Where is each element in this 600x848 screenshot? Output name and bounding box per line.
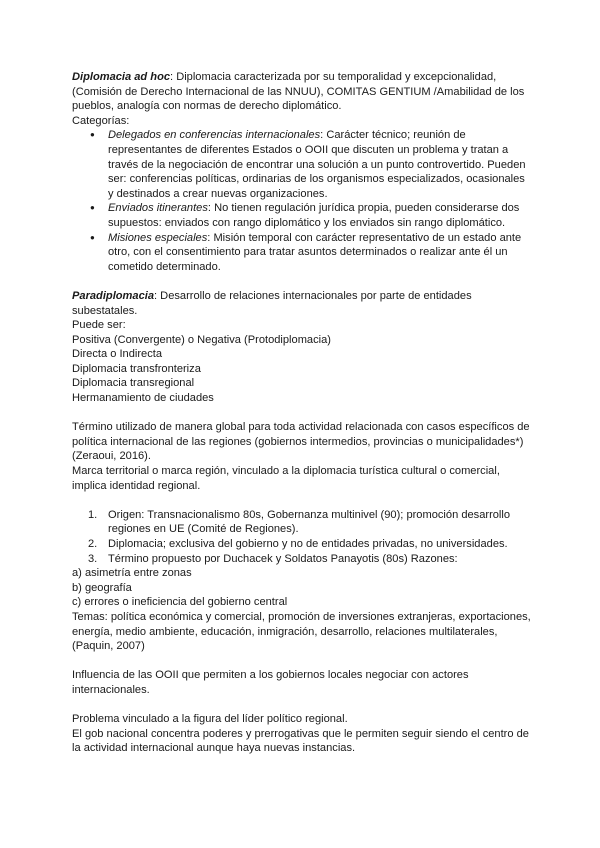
list-number: 1.: [88, 508, 98, 521]
category-text: : Misión temporal con carácter representativo de un estado ante otro, con el consentimiento para tratar asuntos determinados o realizar ante él un cometido determinado.: [108, 231, 522, 273]
list-text: Origen: Transnacionalismo 80s, Gobernanza multinivel (90); promoción desarrollo regiones en UE (Comité de Regiones).: [108, 508, 511, 536]
text-line: Hermanamiento de ciudades: [72, 392, 214, 405]
text-line: Diplomacia transfronteriza: [72, 362, 201, 375]
text-line: Puede ser:: [72, 319, 126, 332]
list-number: 3.: [88, 552, 98, 565]
list-item: [88, 552, 532, 567]
problema-paragraph: El gob nacional concentra poderes y prerrogativas que le permiten seguir siendo el centro de la actividad internacional aunque haya nuevas instancias.: [72, 727, 529, 755]
category-text: : Carácter técnico; reunión de representantes de diferentes Estados o OOII que discuten un problema y tratan a través de la negociación de encontrar una solución a un punto controvertido. Pueden ser: conferencias políticas, ordinarias de los organismos especializados, ocasionales y destinados a crear nuevas organizaciones.: [108, 129, 526, 200]
list-item: [88, 537, 532, 552]
list-item: [108, 201, 532, 230]
paradiplomacia-intro: : Desarrollo de relaciones internacionales por parte de entidades subestatales.: [72, 289, 472, 317]
marca-paragraph: Marca territorial o marca región, vinculado a la diplomacia turística cultural o comercial, implica identidad regional.: [72, 465, 500, 492]
text-line: Diplomacia transregional: [72, 377, 195, 390]
adhoc-paragraph: [72, 70, 532, 114]
categorias-list: [72, 128, 532, 274]
paradiplomacia-paragraph: [72, 289, 532, 318]
list-item: [88, 508, 532, 537]
paradiplomacia-term: Paradiplomacia: [72, 289, 155, 302]
list-text: Diplomacia; exclusiva del gobierno y no de entidades privadas, no universidades.: [108, 538, 508, 550]
temas-paragraph: Temas: política económica y comercial, promoción de inversiones extranjeras, exportaciones, energía, medio ambiente, educación, inmigración, desarrollo, relaciones multilaterales, (Paquin, 2007): [72, 610, 531, 653]
text-line: Positiva (Convergente) o Negativa (Protodiplomacia): [72, 333, 331, 346]
influencia-paragraph: Influencia de las OOII que permiten a los gobiernos locales negociar con actores internacionales.: [72, 669, 469, 696]
adhoc-term: Diplomacia ad hoc: [72, 71, 171, 83]
categorias-label: Categorías:: [72, 114, 130, 127]
list-number: 2.: [88, 538, 98, 550]
adhoc-intro: : Diplomacia caracterizada por su temporalidad y excepcionalidad, (Comisión de Derecho Internacional de las NNUU), COMITAS GENTIUM /Amabilidad de los pueblos, analogía con normas de derecho diplomático.: [72, 71, 525, 113]
category-term: Enviados itinerantes: [108, 202, 208, 215]
category-text: : No tienen regulación jurídica propia, pueden considerarse dos supuestos: enviados con rango diplomático y los enviados sin rango diplomático.: [108, 202, 520, 229]
problema-line: Problema vinculado a la figura del líder político regional.: [72, 713, 348, 726]
numbered-list: [72, 508, 532, 566]
list-text: Término propuesto por Duchacek y Soldatos Panayotis (80s) Razones:: [108, 552, 458, 565]
termino-paragraph: Término utilizado de manera global para toda actividad relacionada con casos específicos de política internacional de las regiones (gobiernos intermedios, provincias o municipalidades*) (Zeraoui, 2016).: [72, 421, 530, 463]
text-line: Directa o Indirecta: [72, 348, 163, 361]
reason-line: b) geografía: [72, 581, 132, 594]
list-item: [108, 128, 532, 201]
reason-line: a) asimetría entre zonas: [72, 567, 192, 580]
list-item: [108, 231, 532, 275]
category-term: Misiones especiales: [108, 231, 208, 244]
category-term: Delegados en conferencias internacionales: [108, 129, 321, 142]
reason-line: c) errores o ineficiencia del gobierno central: [72, 596, 288, 609]
